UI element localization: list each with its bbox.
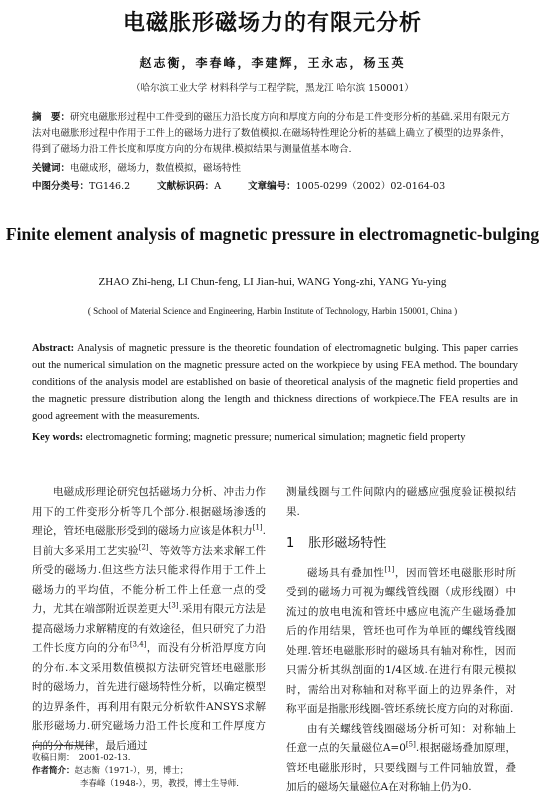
- chinese-affiliation: （哈尔滨工业大学 材料科学与工程学院，黑龙江 哈尔滨 150001）: [131, 83, 414, 94]
- english-abstract-text: Analysis of magnetic pressure is the theoretic foundation of electromagnetic bulging. This paper carries out the numerical simulation on the magnetic pressure acted on the workpiece by using FEA method. The boundary conditions of the analysis model are established on basie of theoretical analysis of the magnetic field properties and the magnetic pressure distribution along the length and thickness directions of workpiece.The FEA results are in good agreement with the measurements.: [32, 343, 518, 422]
- section-paragraph: 磁场具有叠加性[1]，因而管坯电磁胀形时所受到的磁场力可视为螺线管线圈（成形线圈）中流过的放电电流和管坯中感应电流产生磁场叠加后的作用结果，管坯也可作为单匝的螺线管线圈处理.管坯电磁胀形时的磁场具有轴对称性，因而只需分析其纵剖面的1/4区域.在进行有限元模拟时，需给出对称轴和对称平面上的边界条件，对称平面是指胀形线圈-管坯系统长度方向的对称面.: [286, 565, 517, 715]
- citation: [1]: [252, 523, 263, 532]
- chinese-keywords-text: 电磁成形，磁场力，数值模拟，磁场特性: [70, 163, 242, 174]
- english-abstract: [32, 340, 518, 425]
- article-number-label: 文章编号：: [248, 181, 296, 192]
- doc-code-value: A: [214, 181, 222, 192]
- author-bio-line: 作者简介：赵志衡（1971-），男，博士；: [32, 766, 189, 776]
- citation: [5]: [405, 740, 416, 749]
- section-heading: [286, 534, 516, 554]
- english-authors: ZHAO Zhi-heng, LI Chun-feng, LI Jian-hui, WANG Yong-zhi, YANG Yu-ying: [98, 276, 447, 288]
- citation: [3]: [168, 601, 179, 610]
- footnote: [32, 752, 272, 791]
- article-number-value: 1005-0299（2002）02-0164-03: [295, 181, 446, 192]
- author-bio-label: 作者简介：: [32, 766, 75, 776]
- author-bio-line: 李春峰（1948-），男，教授，博士生导师.: [80, 779, 239, 789]
- chinese-keywords-label: 关键词：: [32, 163, 71, 174]
- footnote-rule: [32, 745, 92, 746]
- english-keywords: [32, 432, 518, 443]
- intro-continuation: 测量线圈与工件间隙内的磁感应强度验证模拟结果.: [286, 486, 516, 518]
- section-title: 胀形磁场特性: [308, 536, 387, 551]
- citation: [1]: [384, 565, 395, 573]
- right-column: [286, 483, 516, 798]
- doc-code-label: 文献标识码：: [157, 181, 215, 192]
- english-keywords-text: electromagnetic forming; magnetic pressure; numerical simulation; magnetic field property: [83, 432, 466, 443]
- class-number-label: 中图分类号：: [32, 181, 90, 192]
- english-keywords-label: Key words:: [32, 432, 84, 443]
- chinese-abstract-label: 摘 要：: [32, 112, 71, 123]
- chinese-title: 电磁胀形磁场力的有限元分析: [122, 11, 422, 36]
- chinese-abstract-text: 研究电磁胀形过程中工件受到的磁压力沿长度方向和厚度方向的分布是工件变形分析的基础.采用有限元方法对电磁胀形过程中作用于工件上的磁场力进行了数值模拟.在磁场特性理论分析的基础上确立了模型的边界条件，得到了磁场力沿工件长度和厚度方向的分布规律.模拟结果与测量值基本吻合.: [32, 112, 511, 155]
- english-abstract-label: Abstract:: [32, 343, 75, 354]
- section-paragraph: 由有关螺线管线圈磁场分析可知：对称轴上任意一点的矢量磁位A=0[5].根据磁场叠加原理，管坯电磁胀形时，只要线圈与工件同轴放置，叠加后的磁场矢量磁位A在对称轴上仍为0.: [286, 722, 517, 793]
- intro-paragraph: 电磁成形理论研究包括磁场力分析、冲击力作用下的工件变形分析等几个部分.根据磁场渗透的理论，管坯电磁胀形受到的磁场力应该是体积力[1].目前大多采用工艺实验[2]、等效等方法来求解工件所受的磁场力.但这些方法只能求得作用于工件上磁场力的平均值，不能分析工件上任意一点的受力，尤其在端部附近误差更大[3].采用有限元方法是提高磁场力求解精度的有效途径，但只研究了力沿工件长度方向的分布[3,4]，而没有分析沿厚度方向的分布.本文采用数值模拟方法研究管坯电磁胀形时的磁场力，首先进行磁场特性分析，以确定模型的边界条件，再利用有限元分析软件ANSYS求解胀形磁场力.研究磁场力沿工件长度和工件厚度方向的分布规律，最后通过: [32, 486, 267, 752]
- left-column: [32, 483, 266, 756]
- chinese-authors: 赵志衡，李春峰，李建辉，王永志，杨玉英: [139, 56, 406, 70]
- chinese-abstract: [32, 110, 514, 158]
- citation: [3,4]: [129, 640, 147, 649]
- class-number-value: TG146.2: [89, 181, 131, 192]
- classification-line: [32, 178, 469, 192]
- received-date: 收稿日期： 2001-02-13.: [32, 753, 131, 763]
- citation: [2]: [138, 543, 149, 551]
- chinese-keywords: [32, 160, 514, 174]
- english-title: Finite element analysis of magnetic pressure in electromagnetic-bulging: [5, 224, 540, 244]
- section-number: 1: [286, 536, 295, 551]
- english-affiliation: ( School of Material Science and Engineering, Harbin Institute of Technology, Harbin 150001, China ): [87, 306, 458, 316]
